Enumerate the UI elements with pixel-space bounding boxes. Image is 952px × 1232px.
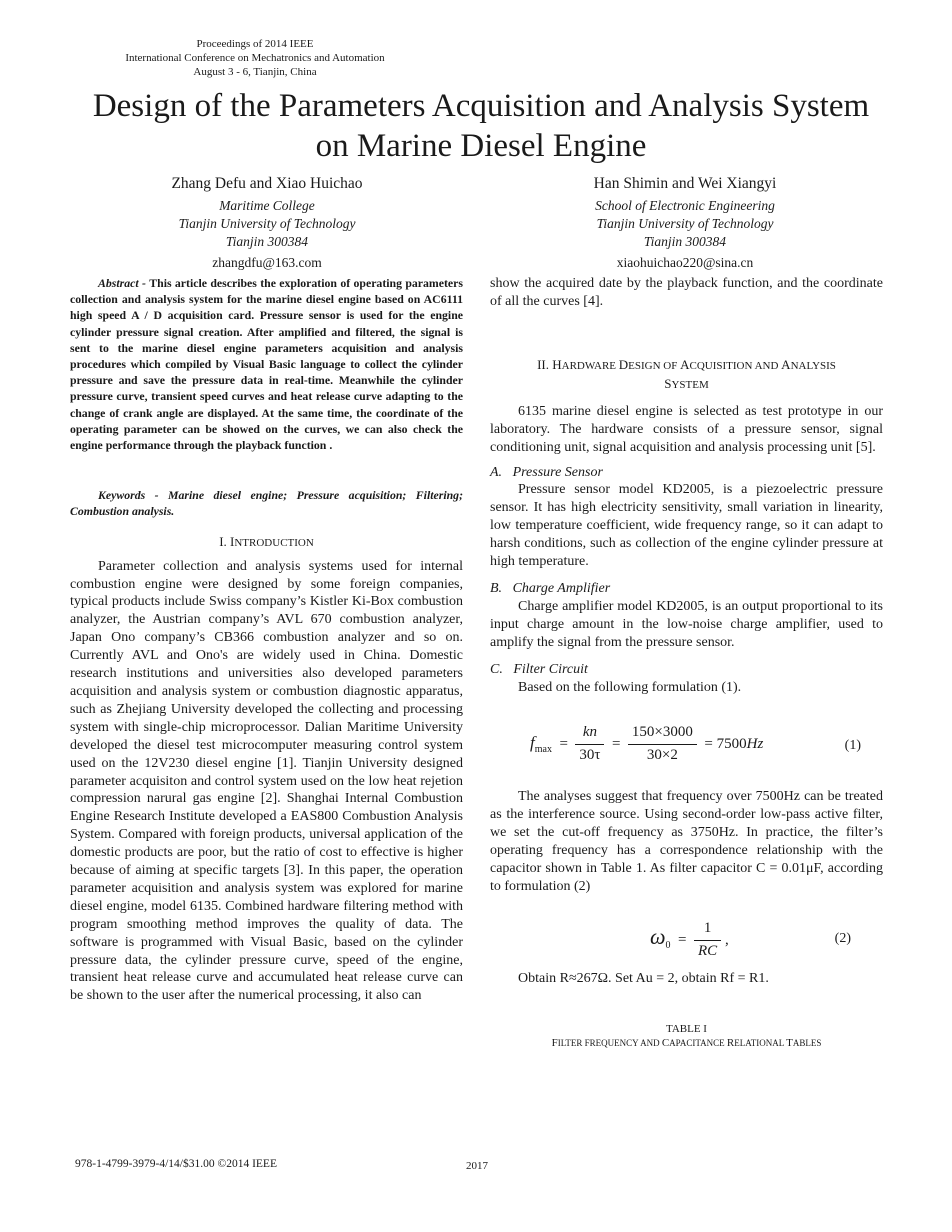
left-column	[70, 275, 463, 1005]
author-city: Tianjin 300384	[225, 234, 309, 249]
equation-1-number: (1)	[844, 738, 861, 754]
page-number: 2017	[466, 1160, 488, 1172]
section-heading-hardware: II. HARDWARE DESIGN OF ACQUISITION AND ANALYSIS SYSTEM	[537, 356, 836, 391]
pressure-sensor-paragraph: Pressure sensor model KD2005, is a piezoelectric pressure sensor. It has high electricity sensitivity, small variation in linearity, low temperature coefficient, wide frequency range, so it can adapt to harsh conditions, such as collection of the engine cylinder pressure at high temperature.	[490, 482, 883, 570]
author-block-1	[70, 175, 464, 272]
footer-isbn: 978-1-4799-3979-4/14/$31.00 ©2014 IEEE	[75, 1158, 277, 1170]
author-email: xiaohuichao220@sina.cn	[616, 255, 754, 270]
author-univ: Tianjin University of Technology	[596, 216, 774, 231]
abstract-label: Abstract -	[98, 276, 150, 290]
subsection-heading-pressure-sensor: A. Pressure Sensor	[490, 464, 603, 480]
conference-line-3: August 3 - 6, Tianjin, China	[193, 66, 317, 78]
subsection-heading-filter-circuit: C. Filter Circuit	[490, 661, 588, 677]
title-line-2: on Marine Diesel Engine	[315, 128, 647, 164]
abstract-text: This article describes the exploration of operating parameters collection and analysis system for the marine diesel engine based on AC6111 high speed A / D acquisition card. Pressure sensor is used for the engine cylinder pressure signal creation. After amplified and filtered, the signal is sent to the marine diesel engine parameters acquisition and analysis procedures which compiled by Visual Basic language to collect the cylinder pressure and save the pressure data in real-time. Meanwhile the cylinder pressure curve, transient speed curves and heat release curve adapting to the change of crank angle are displayed. At the same time, the coordinate of the operating parameter can be showed on the curves, we can also check the engine performance through the playback function .	[70, 276, 463, 453]
continued-paragraph: show the acquired date by the playback function, and the coordinate of all the curves [4].	[490, 276, 883, 309]
subsection-heading-charge-amplifier: B. Charge Amplifier	[490, 580, 611, 596]
introduction-paragraph: Parameter collection and analysis systems used for internal combustion engine were designed by some foreign companies, typical products include Swiss company’s Kistler Ki-Box combustion analyzer, the Austrian company’s AVL 670 combustion analyzer, Japan Ono company’s CB366 combustion analyzer and so on. Currently AVL and Ono's are widely used in China. Domestic research institutions and universities also developed parameters acquisition and analysis system or combustion diagnostic apparatus, such as Zhejiang University developed the collecting and processing system with single-chip microprocessor. Dalian Maritime University developed the diesel test microcomputer measuring control system used on the 12V230 diesel engine [1]. Tianjin University designed parameter acquisiton and control system used on the low heat rejetion compression narural gas engine [2]. Shanghai Internal Combustion Engine Research Institute developed a EAS800 Combustion Analysis System. Compared with foreign products, universal application of the domestic products are poor, but the ratio of cost to effective is higher because of aiming at specific targets [3]. In this paper, the operation parameter acquisition and analysis system was explored for marine diesel engine, model 6135. Combined hardware filtering method with program smoothing method improves the quality of data. The software is programmed with Visual Basic, based on the cylinder pressure data, the cylinder pressure curve, speed of the engine, transient heat release curve and accumulated heat release curve can be shown to the user after the numerical processing, it also can	[70, 558, 463, 1004]
equation-1: $f_{max}$ = $\frac{kn}{30\tau}$ = $\frac{150\times 3000}{30\times 2}$ = 7500Hz (1)	[530, 724, 861, 764]
author-univ: Tianjin University of Technology	[178, 216, 356, 231]
author-email: zhangdfu@163.com	[212, 255, 322, 270]
author-dept: Maritime College	[219, 198, 315, 213]
conference-info	[0, 37, 510, 79]
author-city: Tianjin 300384	[643, 234, 727, 249]
right-column	[490, 275, 883, 1050]
table-label: TABLE I	[666, 1022, 707, 1035]
title-line-1: Design of the Parameters Acquisition and Analysis System	[92, 88, 870, 124]
paper-title	[40, 86, 922, 166]
author-names: Zhang Defu and Xiao Huichao	[171, 175, 363, 192]
author-block-2	[488, 175, 882, 272]
section-heading-introduction: I. INTRODUCTION	[219, 533, 314, 549]
hardware-paragraph: 6135 marine diesel engine is selected as test prototype in our laboratory. The hardware consists of a pressure sensor, signal conditioning unit, signal acquisition and analysis processing unit [5].	[490, 403, 883, 455]
obtain-paragraph: Obtain R≈267Ω. Set Au = 2, obtain Rf = R1.	[518, 970, 769, 986]
author-dept: School of Electronic Engineering	[595, 198, 775, 213]
charge-amplifier-paragraph: Charge amplifier model KD2005, is an output proportional to its input charge amount in the low-noise charge amplifier, used to amplify the signal from the pressure sensor.	[490, 598, 883, 650]
conference-line-1: Proceedings of 2014 IEEE	[196, 38, 314, 50]
keywords: Keywords - Marine diesel engine; Pressure acquisition; Filtering; Combustion analysis.	[70, 488, 463, 519]
author-names: Han Shimin and Wei Xiangyi	[593, 175, 777, 192]
equation-2-number: (2)	[834, 930, 851, 946]
conference-line-2: International Conference on Mechatronics and Automation	[125, 52, 385, 64]
equation-2: $\omega_0$ = $\frac{1}{RC}$ , (2)	[650, 919, 851, 959]
abstract	[70, 275, 463, 453]
filter-circuit-intro: Based on the following formulation (1).	[518, 679, 742, 695]
filter-paragraph: The analyses suggest that frequency over 7500Hz can be treated as the interference source. Using second-order low-pass active filter, we set the cut-off frequency as 3750Hz. In practice, the filter’s operating frequency has a correspondence relationship with the capacitor shown in Table 1. As filter capacitor C = 0.01μF, according to formulation (2)	[490, 789, 883, 894]
table-caption: TABLE I FILTER FREQUENCY AND CAPACITANCE RELATIONAL TABLES	[490, 1022, 883, 1050]
